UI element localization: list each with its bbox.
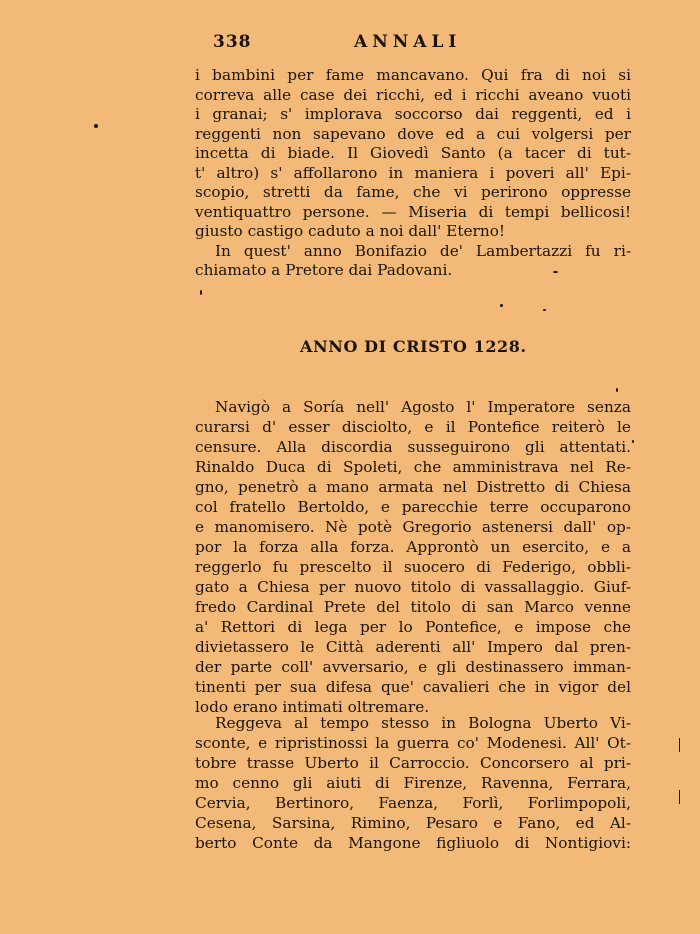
text-line: Rinaldo Duca di Spoleti, che amministrava nel Re-	[195, 458, 631, 476]
text-line: por la forza alla forza. Approntò un esercito, e a	[195, 538, 631, 556]
running-head: ANNALI	[354, 32, 462, 52]
text-line: t' altro) s' affollarono in maniera i poveri all' Epi-	[195, 163, 631, 182]
page-number: 338	[213, 32, 252, 52]
text-line: e manomisero. Nè potè Gregorio astenersi dall' op-	[195, 518, 631, 536]
scan-speck	[200, 290, 202, 295]
text-line: incetta di biade. Il Giovedì Santo (a tacer di tut-	[195, 144, 631, 162]
page-header	[213, 32, 468, 56]
scan-speck	[94, 124, 98, 128]
text-line: gno, penetrò a mano armata nel Distretto di Chiesa	[195, 478, 631, 496]
scan-speck	[616, 388, 618, 392]
text-line: gato a Chiesa per nuovo titolo di vassallaggio. Giuf-	[195, 578, 631, 596]
text-line: curarsi d' esser disciolto, e il Pontefice reiterò le	[195, 418, 631, 436]
text-line: divietassero le Città aderenti all' Impero dal pren-	[195, 638, 631, 656]
text-line: ventiquattro persone. — Miseria di tempi bellicosi!	[195, 202, 631, 221]
text-line: Cesena, Sarsina, Rimino, Pesaro e Fano, ed Al-	[195, 814, 631, 832]
text-line: col fratello Bertoldo, e parecchie terre occuparono	[195, 498, 631, 516]
section-heading: ANNO DI CRISTO 1228.	[300, 337, 527, 356]
text-line: mo cenno gli aiuti di Firenze, Ravenna, Ferrara,	[195, 774, 631, 792]
text-line: der parte coll' avversario, e gli destinassero imman-	[195, 658, 631, 676]
text-line: scopio, stretti da fame, che vi perirono oppresse	[195, 183, 631, 201]
text-line: reggenti non sapevano dove ed a cui volgersi per	[195, 124, 631, 143]
text-line: fredo Cardinal Prete del titolo di san Marco venne	[195, 598, 631, 616]
text-line: Reggeva al tempo stesso in Bologna Uberto Vi-	[215, 714, 631, 732]
text-line: berto Conte da Mangone figliuolo di Nontigiovi:	[195, 834, 631, 852]
text-line: a' Rettori di lega per lo Pontefice, e impose che	[195, 618, 631, 636]
text-line: Navigò a Soría nell' Agosto l' Imperatore senza	[215, 398, 631, 416]
margin-mark	[679, 738, 680, 752]
text-line: correva alle case dei ricchi, ed i ricchi aveano vuoti	[195, 85, 631, 104]
text-line: In quest' anno Bonifazio de' Lambertazzi fu ri-	[215, 241, 631, 260]
text-line: i granai; s' implorava soccorso dai reggenti, ed i	[195, 105, 631, 123]
text-line: sconte, e ripristinossi la guerra co' Modenesi. All' Ot-	[195, 734, 631, 752]
text-line: reggerlo fu prescelto il suocero di Federigo, obbli-	[195, 558, 631, 576]
text-line: censure. Alla discordia susseguirono gli attentati.	[195, 438, 631, 456]
margin-mark	[679, 790, 680, 804]
text-line: tobre trasse Uberto il Carroccio. Concorsero al pri-	[195, 754, 631, 772]
scan-speck	[632, 440, 634, 443]
scan-speck	[553, 271, 558, 273]
scan-speck	[543, 309, 546, 311]
text-line: giusto castigo caduto a noi dall' Eterno!	[195, 222, 506, 240]
text-line: tinenti per sua difesa que' cavalieri che in vigor del	[195, 678, 631, 696]
scan-speck	[500, 304, 503, 307]
text-line: lodo erano intimati oltremare.	[195, 698, 430, 716]
text-line: i bambini per fame mancavano. Qui fra di noi si	[195, 66, 631, 84]
text-line: chiamato a Pretore dai Padovani.	[195, 261, 453, 279]
text-line: Cervia, Bertinoro, Faenza, Forlì, Forlimpopoli,	[195, 794, 631, 812]
